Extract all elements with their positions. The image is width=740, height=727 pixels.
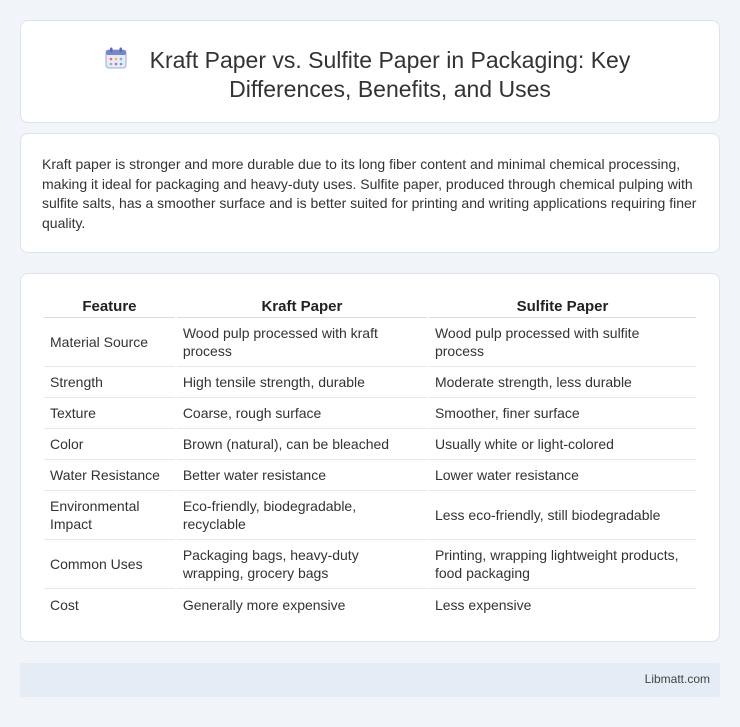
table-row xyxy=(44,540,696,589)
table-row xyxy=(44,429,696,460)
footer-brand-link[interactable]: Libmatt.com xyxy=(644,672,710,686)
row-kraft-value: Eco-friendly, biodegradable, recyclable xyxy=(177,491,427,540)
comparison-table xyxy=(42,296,698,620)
intro-paragraph: Kraft paper is stronger and more durable due to its long fiber content and minimal chemical processing, making it ideal for packaging and heavy-duty uses. Sulfite paper, produced through chemical pulping with sulfite salts, has a smoother surface and is better suited for printing and writing applications requiring finer quality. xyxy=(42,156,697,231)
row-sulfite-value: Less expensive xyxy=(434,596,532,613)
row-feature: Color xyxy=(44,429,175,460)
table-row xyxy=(44,589,696,620)
row-feature: Common Uses xyxy=(44,540,175,589)
row-feature: Water Resistance xyxy=(44,460,175,491)
table-row xyxy=(44,318,696,367)
row-kraft-value: Wood pulp processed with kraft process xyxy=(177,318,427,367)
table-row xyxy=(44,367,696,398)
table-row xyxy=(44,491,696,540)
row-kraft-value: Generally more expensive xyxy=(182,596,346,613)
row-sulfite-value: Printing, wrapping lightweight products, food packaging xyxy=(429,540,696,589)
table-row xyxy=(44,398,696,429)
row-sulfite-value: Usually white or light-colored xyxy=(429,429,696,460)
row-kraft-value: High tensile strength, durable xyxy=(177,367,427,398)
header-kraft-paper: Kraft Paper xyxy=(177,296,427,318)
row-kraft-value: Coarse, rough surface xyxy=(177,398,427,429)
row-feature: Texture xyxy=(44,398,175,429)
table-header-row xyxy=(44,296,696,318)
row-sulfite-value: Less eco-friendly, still biodegradable xyxy=(429,491,696,540)
row-feature: Material Source xyxy=(44,318,175,367)
row-feature: Strength xyxy=(44,367,175,398)
row-feature: Cost xyxy=(50,596,79,613)
row-kraft-value: Better water resistance xyxy=(177,460,427,491)
header-sulfite-paper: Sulfite Paper xyxy=(429,296,696,318)
row-kraft-value: Brown (natural), can be bleached xyxy=(177,429,427,460)
page-title: Kraft Paper vs. Sulfite Paper in Packaging: Key Differences, Benefits, and Uses xyxy=(149,47,631,102)
intro-card xyxy=(20,133,720,253)
row-sulfite-value: Moderate strength, less durable xyxy=(429,367,696,398)
row-sulfite-value: Smoother, finer surface xyxy=(429,398,696,429)
row-kraft-value: Packaging bags, heavy-duty wrapping, grocery bags xyxy=(177,540,427,589)
footer-bar xyxy=(20,663,720,697)
row-feature: Environmental Impact xyxy=(44,491,175,540)
row-sulfite-value: Wood pulp processed with sulfite process xyxy=(429,318,696,367)
header-feature: Feature xyxy=(44,296,175,318)
row-sulfite-value: Lower water resistance xyxy=(429,460,696,491)
comparison-table-card xyxy=(20,273,720,642)
title-card xyxy=(20,20,720,123)
table-row xyxy=(44,460,696,491)
